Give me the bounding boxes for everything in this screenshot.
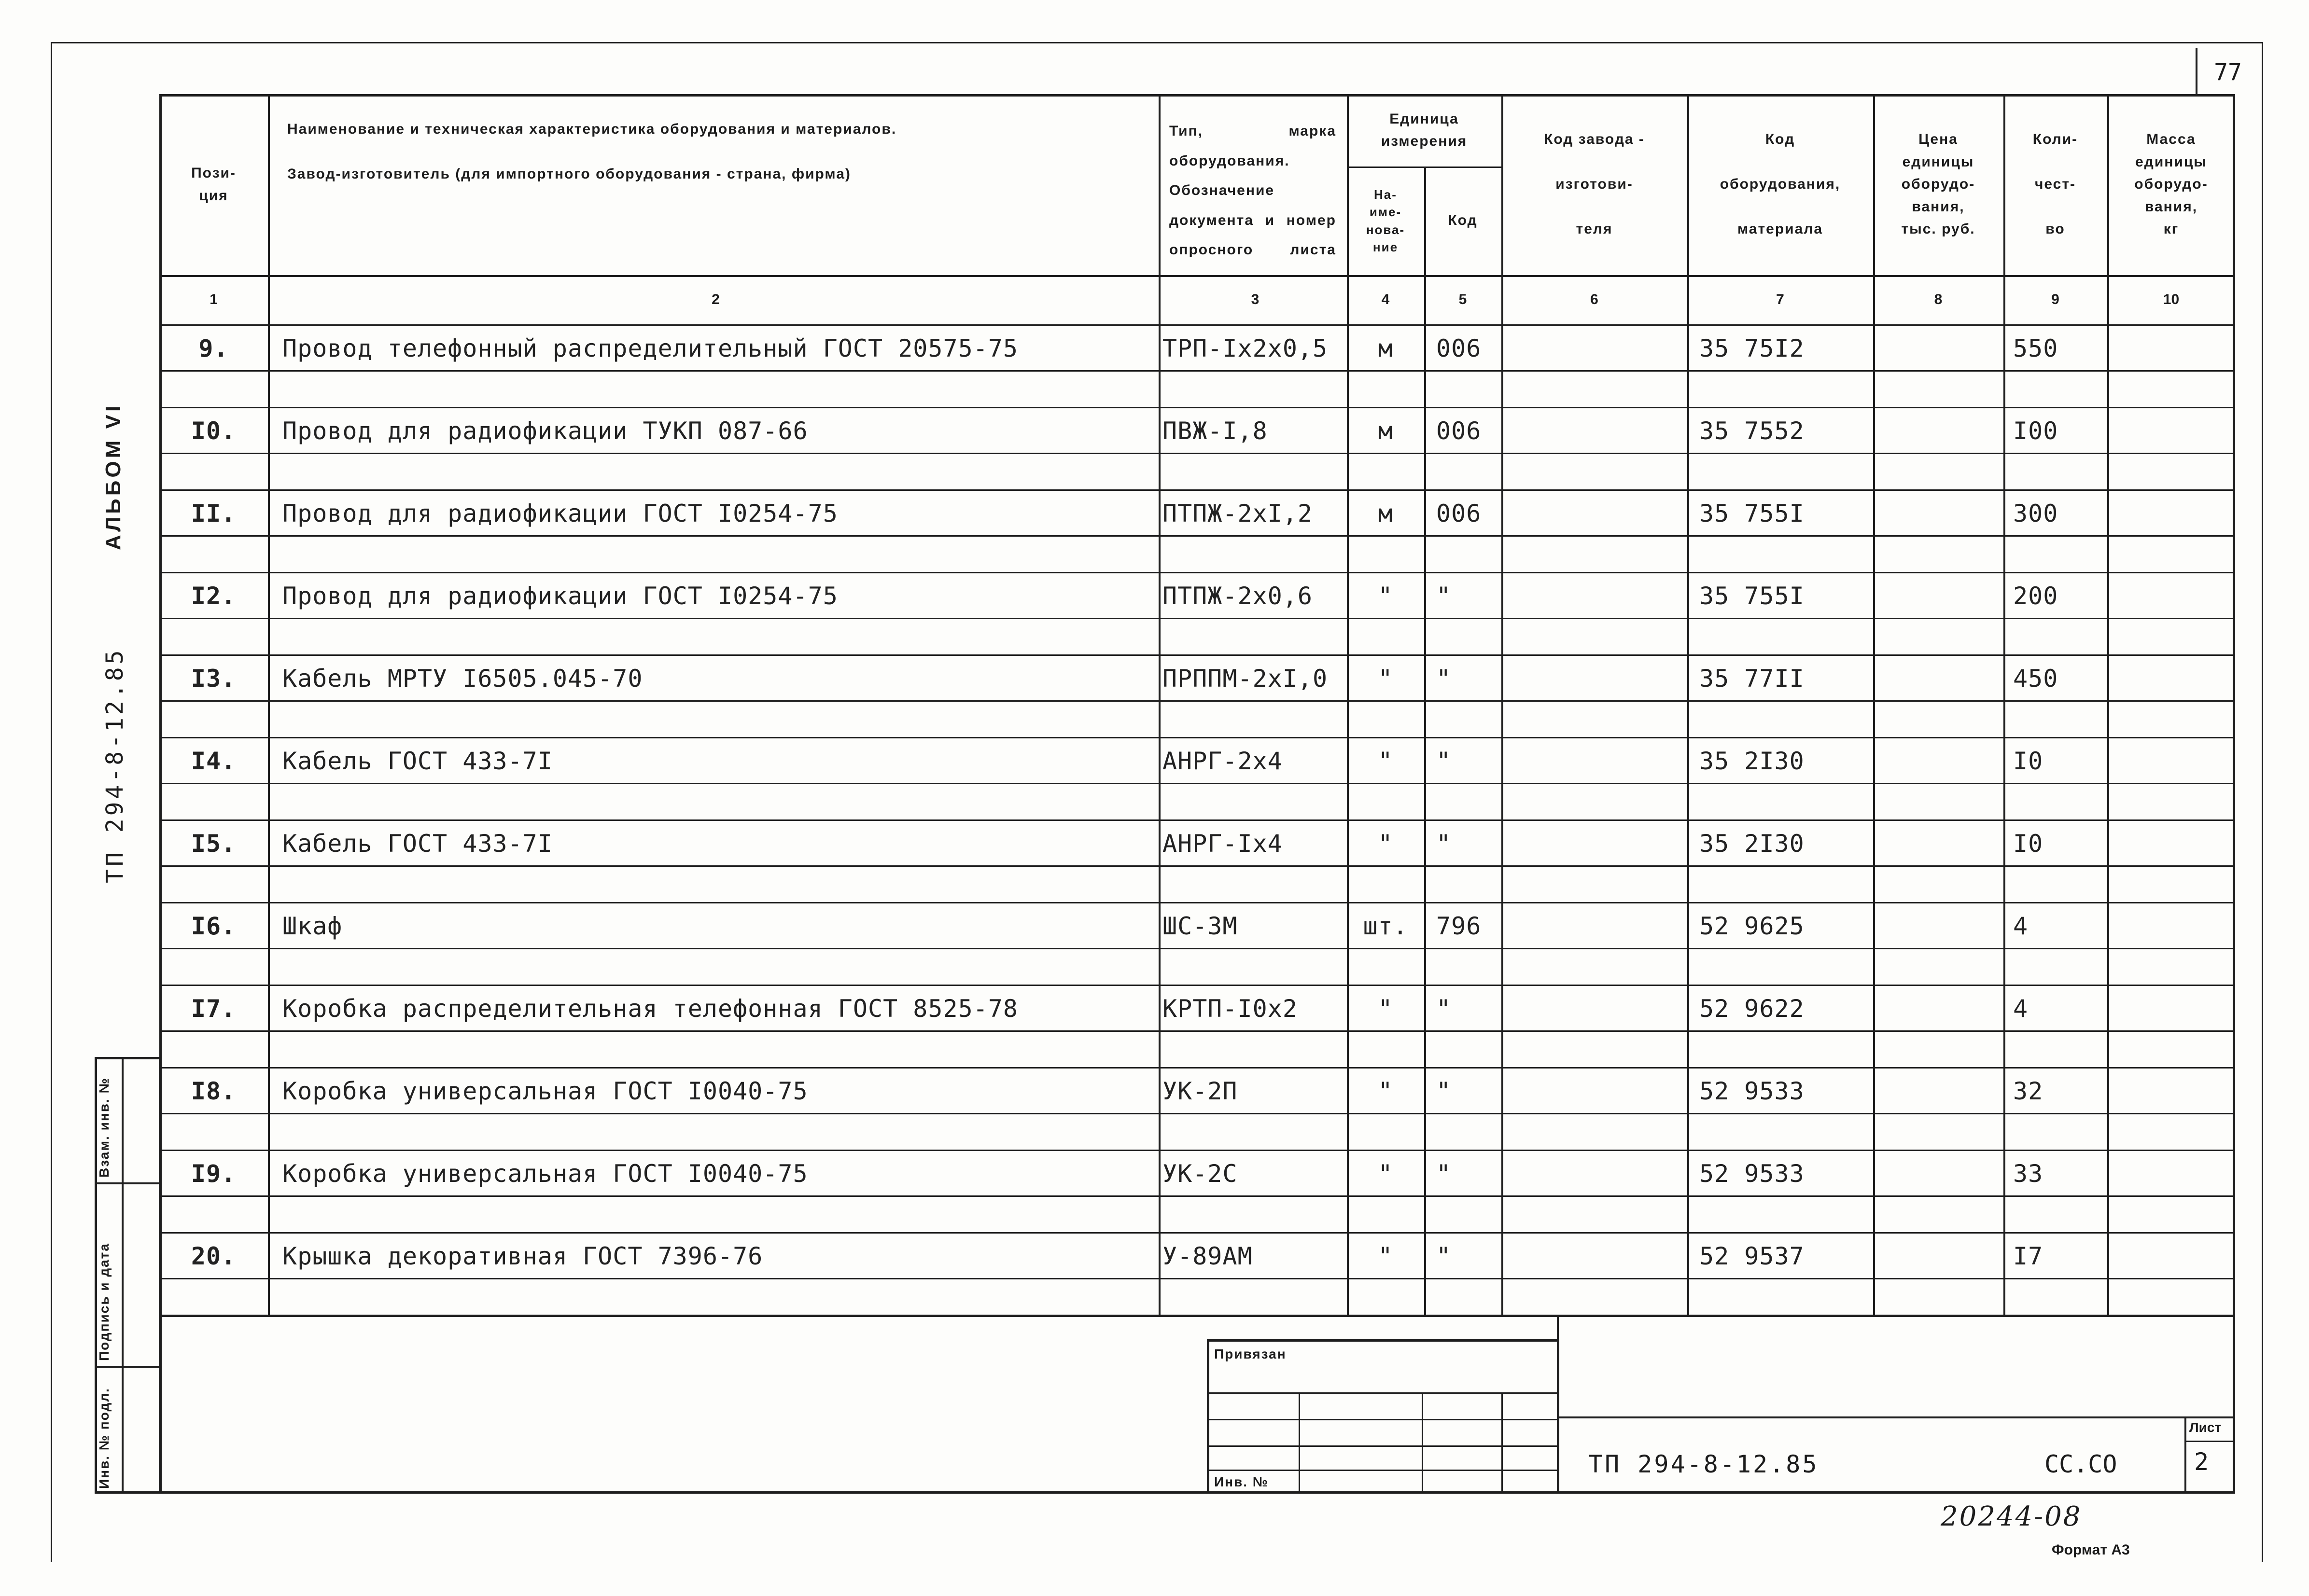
cell-pos: I5. [191,829,237,858]
cell-name: Провод для радиофикации ТУКП 087-66 [282,416,808,445]
attachment-stamp-label: Привязан [1214,1346,1287,1361]
row-text-line [159,865,2235,867]
cell-type: ПРППМ-2хI,0 [1162,664,1328,693]
attachment-stamp-line-1 [1207,1392,1559,1394]
cell-qty: 450 [2013,664,2058,693]
cell-type: ШС-3М [1162,912,1238,940]
cell-unit-code: " [1436,829,1452,858]
cell-unit-code: " [1436,1242,1452,1270]
cell-unit: м [1378,334,1393,362]
cell-name: Кабель ГОСТ 433-7I [282,829,553,858]
page-number: 77 [2214,59,2242,86]
cell-price [1883,408,2003,454]
cell-name: Коробка универсальная ГОСТ I0040-75 [282,1077,808,1105]
cell-factory-code [1511,573,1687,619]
col-line-equipment-price [1873,94,1875,1315]
header-name: Наименование и техническая характеристика оборудования и материалов. Завод-изготовитель (для импортного оборудования - страна, фирма) [287,121,897,182]
cell-price [1883,820,2003,866]
cell-unit: м [1378,499,1393,527]
cell-unit: " [1378,829,1393,858]
cell-unit-code: 006 [1436,499,1482,527]
cell-factory-code [1511,903,1687,949]
header-price: Цена единицы оборудо- вания, тыс. руб. [1901,131,1975,237]
header-equipment-code: Код оборудования, материала [1720,131,1841,237]
cell-qty: I0 [2013,829,2043,858]
cell-price [1883,903,2003,949]
cell-equipment-code: 35 755I [1699,582,1805,610]
cell-equipment-code: 35 7552 [1699,416,1805,445]
sheet-frame-right [2262,42,2263,1562]
sheet-number-box-left [2184,1416,2186,1494]
header-unit-name: На- име- нова- ние [1366,187,1405,254]
row-text-line [159,1278,2235,1279]
header-unit-code: Код [1448,212,1478,229]
cell-pos: II. [191,499,237,527]
left-stamp-original-inv: Инв. № подл. [97,1388,112,1489]
cell-unit: " [1378,1159,1393,1188]
cell-equipment-code: 52 9622 [1699,994,1805,1023]
cell-price [1883,325,2003,371]
cell-type: УК-2П [1162,1077,1238,1105]
header-mass: Масса единицы оборудо- вания, кг [2134,131,2208,237]
cell-name: Провод телефонный распределительный ГОСТ 20575-75 [282,334,1019,362]
cell-factory-code [1511,1068,1687,1114]
col-line-pos-name [268,94,270,1315]
cell-pos: I2. [191,582,237,610]
col-line-name-type [1159,94,1161,1315]
col-line-factory-equipment [1687,94,1689,1315]
cell-qty: I0 [2013,747,2043,775]
sheet-number: 2 [2194,1448,2209,1476]
attachment-stamp-line-4 [1207,1470,1559,1471]
cell-equipment-code: 35 2I30 [1699,829,1805,858]
cell-name: Шкаф [282,912,343,940]
cell-unit-code: 796 [1436,912,1482,940]
cell-factory-code [1511,408,1687,454]
left-stamp-divider [122,1057,124,1494]
cell-unit-code: " [1436,994,1452,1023]
cell-equipment-code: 52 9537 [1699,1242,1805,1270]
cell-qty: 200 [2013,582,2058,610]
cell-qty: 300 [2013,499,2058,527]
col-number-10: 10 [2163,291,2180,307]
col-line-type-unit [1347,94,1349,1315]
album-label: АЛЬБОМ VI [101,402,125,550]
format-label: Формат А3 [2052,1542,2130,1558]
cell-pos: I8. [191,1077,237,1105]
cell-qty: I00 [2013,416,2058,445]
cell-name: Провод для радиофикации ГОСТ I0254-75 [282,499,838,527]
cell-mass [2117,573,2235,619]
cell-type: КРТП-I0х2 [1162,994,1298,1023]
cell-factory-code [1511,820,1687,866]
cell-pos: I0. [191,416,237,445]
cell-unit-code: " [1436,1159,1452,1188]
cell-price [1883,1233,2003,1279]
cell-unit: " [1378,1077,1393,1105]
page-number-box-left [2196,48,2197,97]
cell-equipment-code: 35 75I2 [1699,334,1805,362]
left-stamp-row-1 [95,1182,161,1184]
document-mark: СС.СО [2044,1450,2117,1478]
row-text-line [159,453,2235,454]
cell-unit-code: 006 [1436,334,1482,362]
cell-equipment-code: 52 9533 [1699,1159,1805,1188]
cell-factory-code [1511,325,1687,371]
sheet-label: Лист [2189,1420,2222,1435]
cell-unit-code: 006 [1436,416,1482,445]
header-unit-group: Единица измерения [1381,111,1468,149]
cell-mass [2117,738,2235,784]
row-text-line [159,1195,2235,1197]
cell-mass [2117,820,2235,866]
cell-factory-code [1511,1233,1687,1279]
cell-pos: I7. [191,994,237,1023]
col-number-7: 7 [1776,291,1784,307]
cell-type: У-89АМ [1162,1242,1253,1270]
inventory-number-label: Инв. № [1214,1474,1269,1489]
cell-unit-code: " [1436,664,1452,693]
cell-name: Кабель МРТУ I6505.045-70 [282,664,643,693]
attachment-stamp-col-1 [1299,1392,1300,1494]
document-code: ТП 294-8-12.85 [1588,1450,1819,1478]
cell-pos: 9. [198,334,229,362]
cell-unit-code: " [1436,582,1452,610]
cell-price [1883,1068,2003,1114]
row-text-line [159,370,2235,372]
cell-qty: 33 [2013,1159,2043,1188]
header-type: Тип, марка оборудования. Обозначение документа и номер опросного листа [1169,123,1336,258]
cell-unit: шт. [1363,912,1408,940]
col-number-8: 8 [1934,291,1943,307]
cell-mass [2117,325,2235,371]
sheet-frame-top [51,42,2262,43]
project-code-vertical: ТП 294-8-12.85 [101,647,128,883]
col-line-qty-mass [2107,94,2109,1315]
cell-factory-code [1511,985,1687,1031]
cell-price [1883,573,2003,619]
cell-type: АНРГ-2х4 [1162,747,1283,775]
attachment-stamp-line-3 [1207,1445,1559,1447]
cell-mass [2117,1151,2235,1196]
cell-pos: I9. [191,1159,237,1188]
left-stamp-signature-date: Подпись и дата [97,1243,112,1361]
cell-qty: 4 [2013,994,2029,1023]
cell-equipment-code: 35 2I30 [1699,747,1805,775]
cell-pos: I3. [191,664,237,693]
title-block-left-line [1557,1315,1559,1494]
cell-qty: 4 [2013,912,2029,940]
attachment-stamp-line-2 [1207,1419,1559,1420]
cell-unit-code: " [1436,1077,1452,1105]
col-line-code-factory [1501,94,1503,1315]
cell-factory-code [1511,738,1687,784]
cell-price [1883,738,2003,784]
cell-name: Кабель ГОСТ 433-7I [282,747,553,775]
cell-unit: м [1378,416,1393,445]
cell-name: Крышка декоративная ГОСТ 7396-76 [282,1242,763,1270]
cell-pos: I6. [191,912,237,940]
cell-mass [2117,903,2235,949]
header-factory-code: Код завода - изготови- теля [1544,131,1645,237]
cell-mass [2117,985,2235,1031]
col-line-unit-code [1424,167,1426,1315]
cell-qty: 32 [2013,1077,2043,1105]
cell-equipment-code: 52 9533 [1699,1077,1805,1105]
sheet-frame-left [51,42,52,1562]
cell-unit: " [1378,1242,1393,1270]
cell-qty: I7 [2013,1242,2043,1270]
row-text-line [159,700,2235,702]
cell-mass [2117,1233,2235,1279]
cell-unit: " [1378,664,1393,693]
handwritten-inventory-number: 20244-08 [1941,1501,2082,1532]
title-block-top-line [1557,1416,2235,1418]
attachment-stamp-col-3 [1501,1392,1503,1494]
left-stamp-row-2 [95,1366,161,1368]
sheet-number-box-mid [2184,1441,2235,1442]
cell-equipment-code: 52 9625 [1699,912,1805,940]
col-number-1: 1 [210,291,218,307]
cell-mass [2117,1068,2235,1114]
row-text-line [159,535,2235,537]
attachment-stamp-col-2 [1422,1392,1423,1494]
cell-factory-code [1511,655,1687,701]
cell-type: УК-2С [1162,1159,1238,1188]
row-text-line [159,1030,2235,1032]
cell-name: Провод для радиофикации ГОСТ I0254-75 [282,582,838,610]
cell-unit-code: " [1436,747,1452,775]
row-end-line [159,1315,2235,1316]
left-stamp-replacement-inv: Взам. инв. № [97,1077,112,1178]
cell-unit: " [1378,994,1393,1023]
cell-price [1883,1151,2003,1196]
row-text-line [159,1113,2235,1114]
header-quantity: Коли- чест- во [2032,131,2078,237]
col-number-4: 4 [1381,291,1390,307]
cell-type: ПТПЖ-2хI,2 [1162,499,1313,527]
cell-equipment-code: 35 77II [1699,664,1805,693]
cell-qty: 550 [2013,334,2058,362]
row-text-line [159,618,2235,619]
cell-name: Коробка универсальная ГОСТ I0040-75 [282,1159,808,1188]
col-number-2: 2 [712,291,720,307]
cell-equipment-code: 35 755I [1699,499,1805,527]
cell-type: ПВЖ-I,8 [1162,416,1268,445]
cell-pos: 20. [191,1242,237,1270]
row-text-line [159,948,2235,949]
cell-price [1883,985,2003,1031]
cell-price [1883,490,2003,536]
header-position: Пози- ция [191,165,236,204]
cell-type: ТРП-Iх2х0,5 [1162,334,1328,362]
cell-factory-code [1511,1151,1687,1196]
col-number-6: 6 [1590,291,1598,307]
cell-unit: " [1378,747,1393,775]
col-number-3: 3 [1251,291,1259,307]
cell-name: Коробка распределительная телефонная ГОСТ 8525-78 [282,994,1019,1023]
cell-mass [2117,408,2235,454]
cell-type: ПТПЖ-2х0,6 [1162,582,1313,610]
col-number-9: 9 [2051,291,2059,307]
col-line-price-qty [2003,94,2005,1315]
cell-type: АНРГ-Iх4 [1162,829,1283,858]
row-text-line [159,783,2235,784]
cell-price [1883,655,2003,701]
cell-factory-code [1511,490,1687,536]
cell-mass [2117,655,2235,701]
cell-mass [2117,490,2235,536]
col-number-5: 5 [1458,291,1467,307]
cell-pos: I4. [191,747,237,775]
cell-unit: " [1378,582,1393,610]
